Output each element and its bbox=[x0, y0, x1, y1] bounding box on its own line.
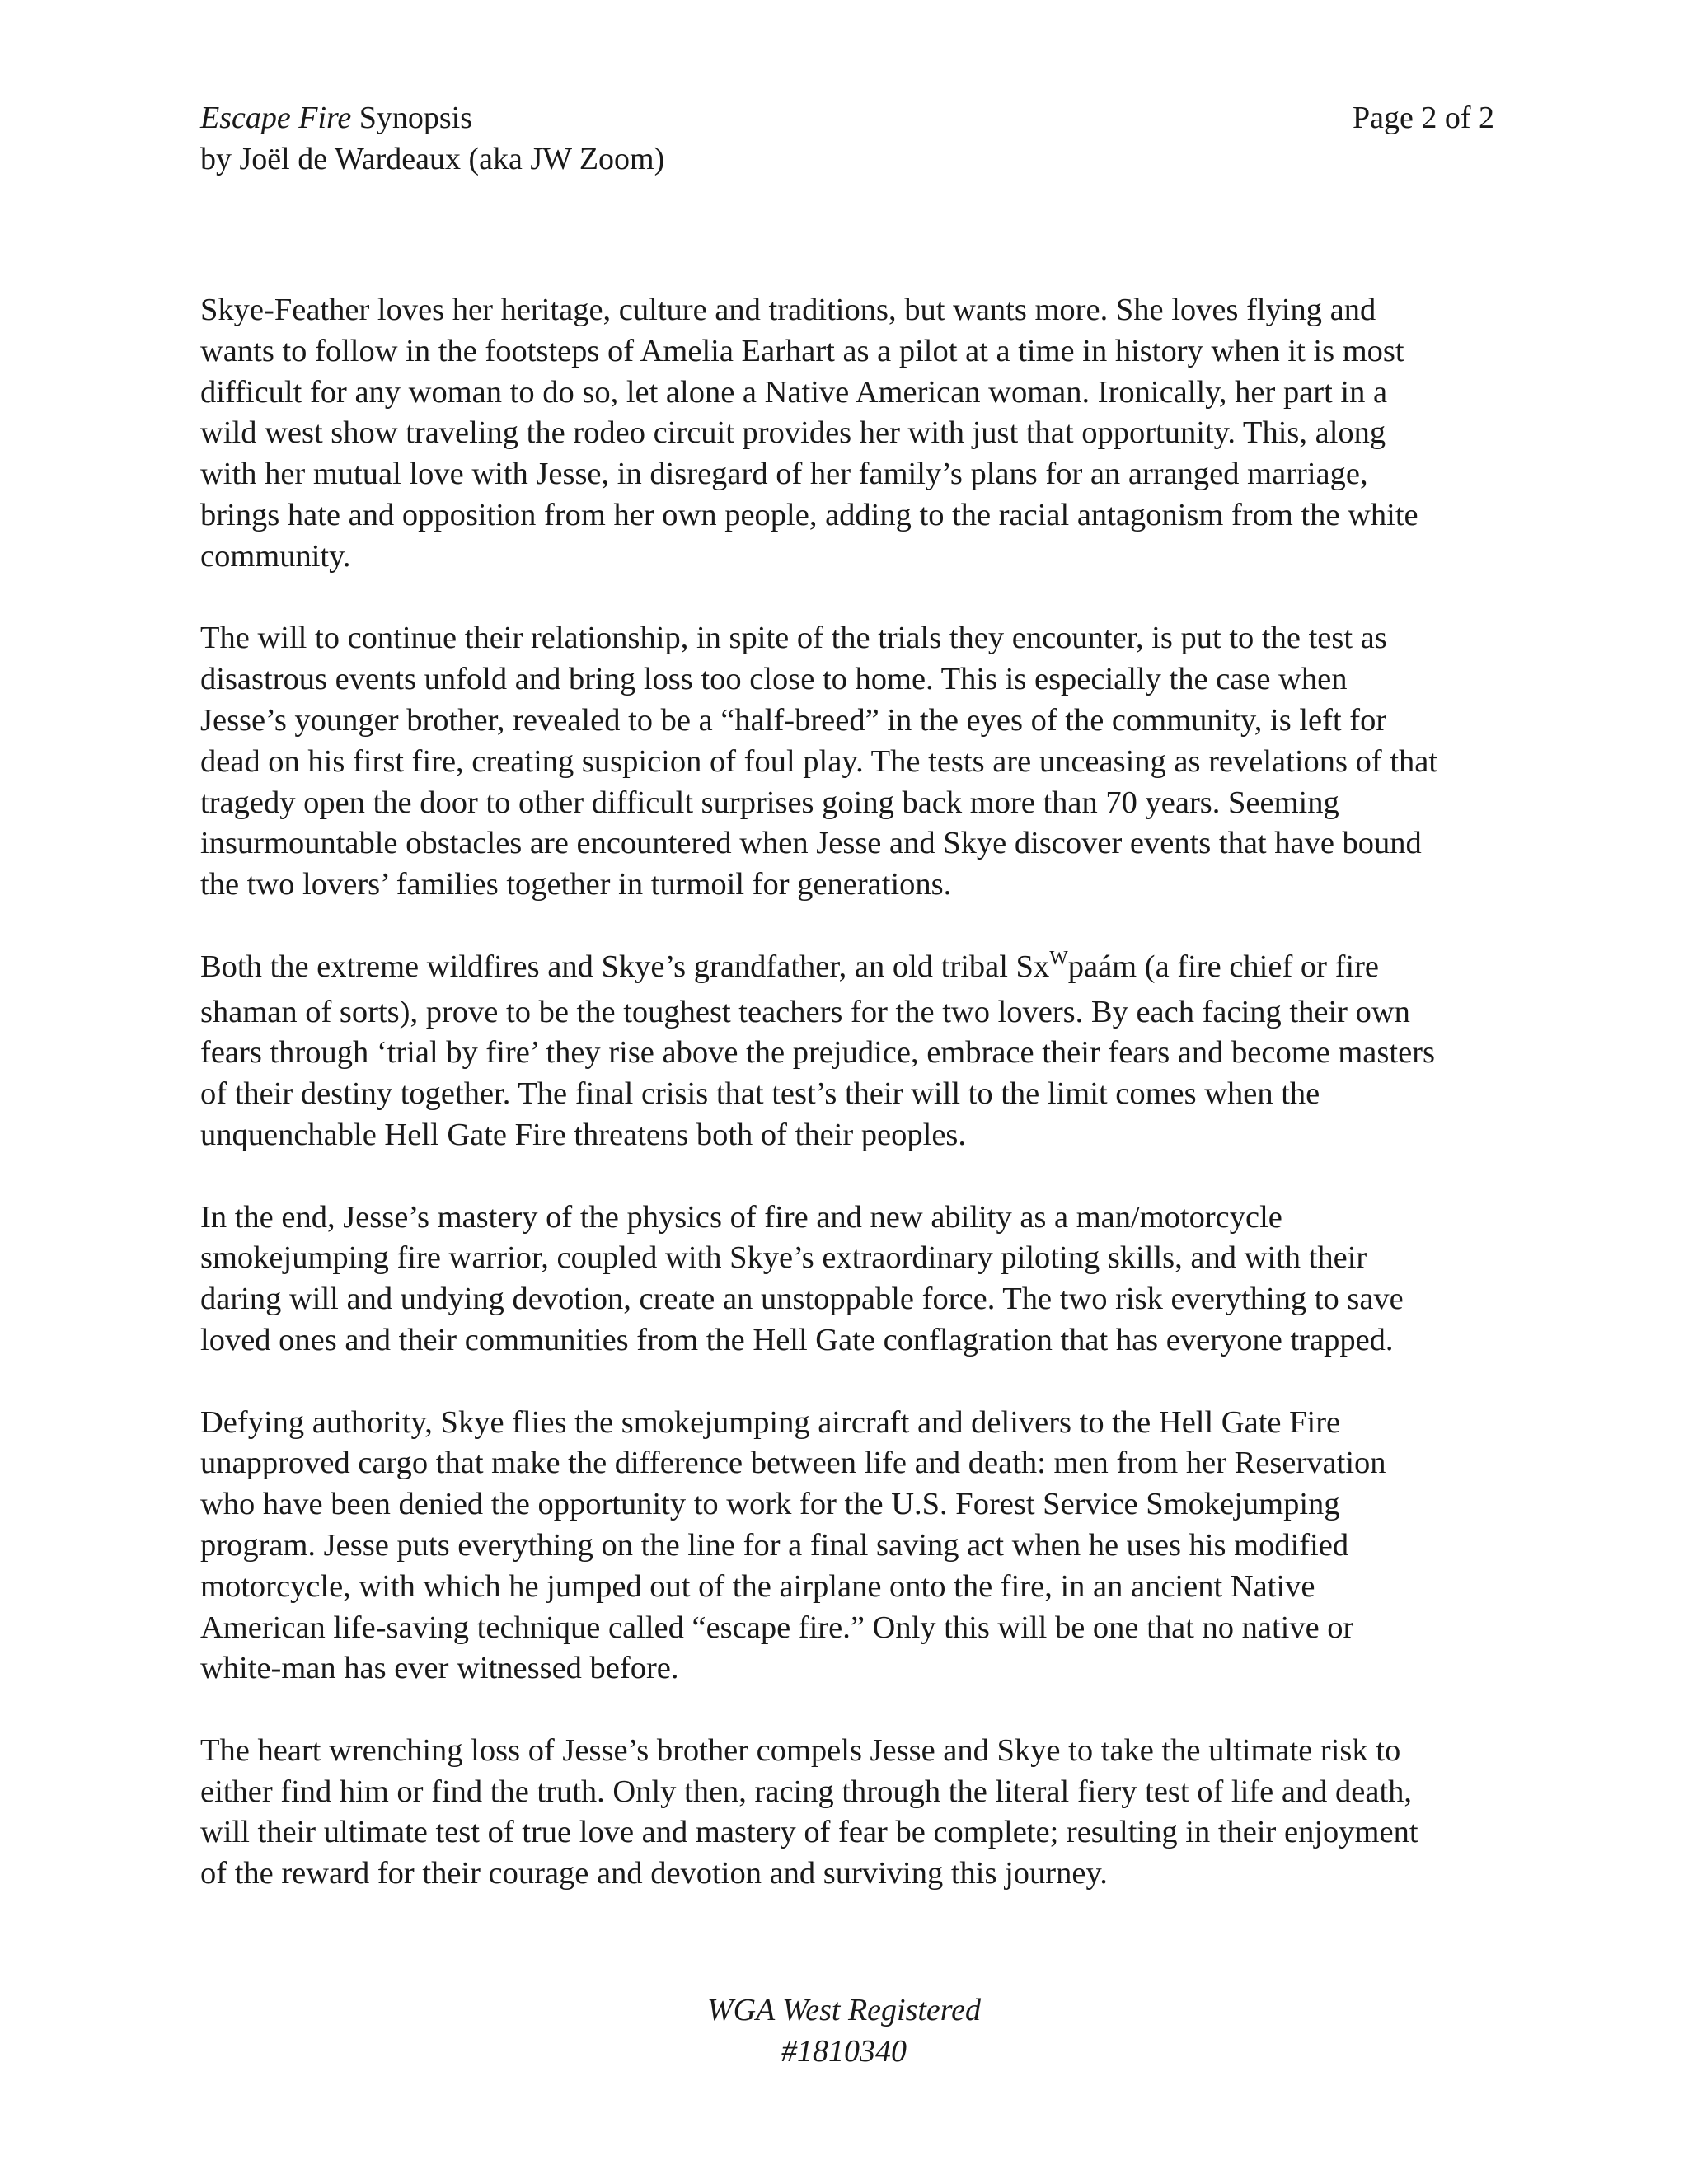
text-fragment: Both the extreme wildfires and Skye’s grandfather, an old tribal Sx bbox=[200, 949, 1050, 984]
text-line: dead on his first fire, creating suspicion of foul play. The tests are unceasing as revelations of that bbox=[200, 743, 1438, 779]
superscript-w: W bbox=[1049, 948, 1068, 970]
text-line: Defying authority, Skye flies the smokejumping aircraft and delivers to the Hell Gate Fire bbox=[200, 1404, 1341, 1440]
text-line: brings hate and opposition from her own people, adding to the racial antagonism from the white bbox=[200, 497, 1418, 532]
text-line: the two lovers’ families together in turmoil for generations. bbox=[200, 867, 952, 902]
document-title bbox=[200, 97, 664, 138]
paragraph-3 bbox=[200, 947, 1503, 1156]
text-line: motorcycle, with which he jumped out of the airplane onto the fire, in an ancient Native bbox=[200, 1568, 1315, 1604]
page-number: Page 2 of 2 bbox=[1352, 101, 1494, 135]
registration-label: WGA West Registered bbox=[706, 1993, 982, 2027]
text-line: shaman of sorts), prove to be the toughest teachers for the two lovers. By each facing their own bbox=[200, 994, 1410, 1029]
title-rest-part: Synopsis bbox=[351, 101, 473, 135]
text-line: with her mutual love with Jesse, in disregard of her family’s plans for an arranged marriage, bbox=[200, 457, 1368, 492]
text-line: difficult for any woman to do so, let alone a Native American woman. Ironically, her part in a bbox=[200, 374, 1388, 410]
text-line: either find him or find the truth. Only then, racing through the literal fiery test of life and death, bbox=[200, 1774, 1413, 1809]
paragraph-6 bbox=[200, 1731, 1503, 1895]
registration-footer bbox=[0, 1990, 1688, 2072]
text-line-with-superscript bbox=[200, 947, 1503, 992]
author-byline: by Joël de Wardeaux (aka JW Zoom) bbox=[200, 142, 665, 176]
text-line: wild west show traveling the rodeo circuit provides her with just that opportunity. This, along bbox=[200, 415, 1386, 451]
text-line: American life-saving technique called “escape fire.” Only this will be one that no native or bbox=[200, 1610, 1354, 1645]
header-left bbox=[200, 97, 664, 180]
paragraph-1 bbox=[200, 290, 1503, 578]
registration-number: #1810340 bbox=[781, 2034, 907, 2069]
text-line: In the end, Jesse’s mastery of the physics of fire and new ability as a man/motorcycle bbox=[200, 1199, 1282, 1235]
text-line: community. bbox=[200, 538, 351, 574]
text-line: of the reward for their courage and devotion and surviving this journey. bbox=[200, 1856, 1108, 1891]
text-line: disastrous events unfold and bring loss too close to home. This is especially the case when bbox=[200, 662, 1348, 697]
text-line: tragedy open the door to other difficult surprises going back more than 70 years. Seeming bbox=[200, 785, 1339, 820]
text-line: white-man has ever witnessed before. bbox=[200, 1651, 679, 1686]
synopsis-body bbox=[200, 290, 1503, 1936]
page-header bbox=[200, 97, 1494, 180]
text-line: The heart wrenching loss of Jesse’s brother compels Jesse and Skye to take the ultimate risk to bbox=[200, 1732, 1401, 1768]
paragraph-5 bbox=[200, 1403, 1503, 1690]
text-line: who have been denied the opportunity to work for the U.S. Forest Service Smokejumping bbox=[200, 1487, 1340, 1522]
text-line: insurmountable obstacles are encountered when Jesse and Skye discover events that have bound bbox=[200, 826, 1422, 861]
text-line: loved ones and their communities from the Hell Gate conflagration that has everyone trapped. bbox=[200, 1322, 1394, 1357]
text-line: unquenchable Hell Gate Fire threatens both of their peoples. bbox=[200, 1117, 967, 1152]
text-line: of their destiny together. The final crisis that test’s their will to the limit comes when the bbox=[200, 1076, 1320, 1112]
text-line: fears through ‘trial by fire’ they rise above the prejudice, embrace their fears and become masters bbox=[200, 1035, 1435, 1071]
text-line: will their ultimate test of true love and mastery of fear be complete; resulting in their enjoyment bbox=[200, 1815, 1418, 1850]
paragraph-4 bbox=[200, 1197, 1503, 1361]
text-line: smokejumping fire warrior, coupled with Skye’s extraordinary piloting skills, and with their bbox=[200, 1240, 1367, 1276]
text-line: The will to continue their relationship, in spite of the trials they encounter, is put to the test as bbox=[200, 621, 1387, 656]
text-line: daring will and undying devotion, create an unstoppable force. The two risk everything to save bbox=[200, 1282, 1404, 1317]
text-fragment: paám (a fire chief or fire bbox=[1067, 949, 1380, 984]
text-line: wants to follow in the footsteps of Amelia Earhart as a pilot at a time in history when it is most bbox=[200, 333, 1404, 368]
text-line: program. Jesse puts everything on the line for a final saving act when he uses his modified bbox=[200, 1527, 1349, 1563]
text-line: unapproved cargo that make the difference between life and death: men from her Reservation bbox=[200, 1446, 1386, 1481]
title-italic-part: Escape Fire bbox=[200, 101, 352, 135]
paragraph-2 bbox=[200, 618, 1503, 906]
text-line: Skye-Feather loves her heritage, culture and traditions, but wants more. She loves flying and bbox=[200, 293, 1376, 327]
text-line: Jesse’s younger brother, revealed to be a “half-breed” in the eyes of the community, is left for bbox=[200, 702, 1387, 738]
